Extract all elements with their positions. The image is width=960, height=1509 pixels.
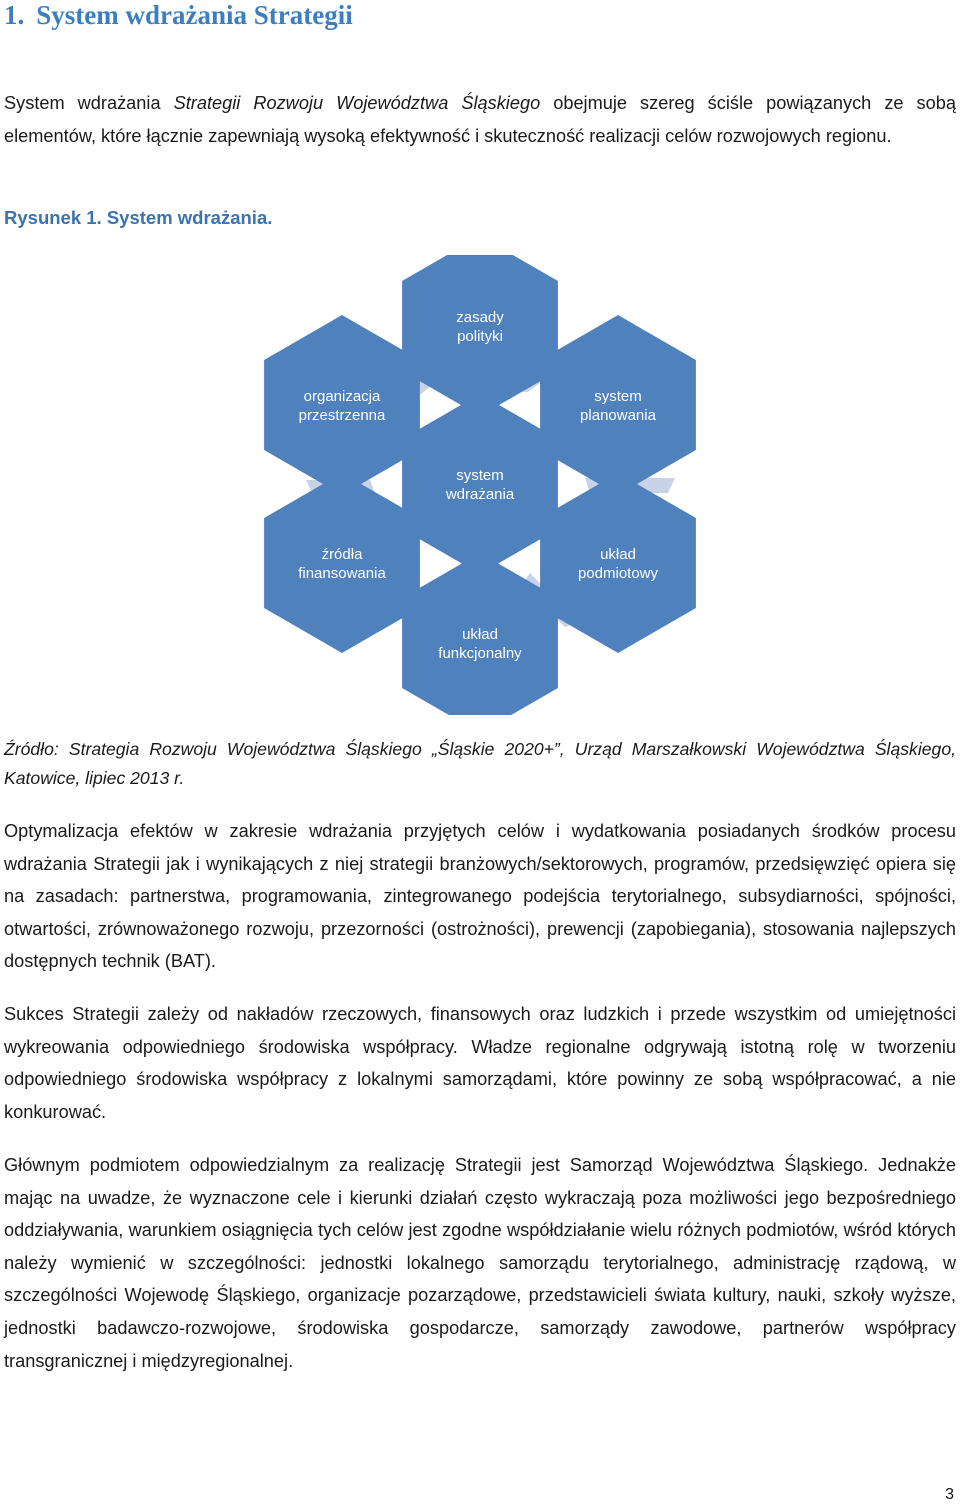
- section-title: System wdrażania Strategii: [36, 0, 353, 30]
- hex-uklad-funkcjonalny: [402, 553, 558, 715]
- hexagon-label: organizacja: [303, 388, 381, 405]
- hexagon-label: system: [456, 467, 504, 484]
- hexagon-label: polityki: [457, 328, 503, 345]
- page-number: 3: [945, 1486, 954, 1503]
- body-paragraph: Głównym podmiotem odpowiedzialnym za realizację Strategii jest Samorząd Województwa Śląskiego. Jednakże mając na uwadze, że wyznaczone cele i kierunki działań często wykraczają poza możliwości jego bezpośredniego oddziaływania, warunkiem osiągnięcia tych celów jest zgodne współdziałanie wielu różnych podmiotów, wśród których należy wymienić w szczególności: jednostki lokalnego samorządu terytorialnego, administrację rządową, w szczególności Wojewodę Śląskiego, organizacje pozarządowe, przedstawicieli świata kultury, nauki, szkoły wyższe, jednostki badawczo-rozwojowe, środowiska gospodarcze, samorządy zawodowe, partnerów współpracy transgranicznej i międzyregionalnej.: [4, 1155, 956, 1371]
- hexagon-label: planowania: [580, 407, 656, 424]
- intro-text-end: obejmuje szereg ściśle powiązanych ze sobą elementów, które łącznie zapewniają wysoką efektywność i skuteczność realizacji celów rozwojowych regionu.: [4, 93, 956, 146]
- hex-organizacja-przestrzenna: [264, 315, 420, 495]
- hexagon-label: układ: [600, 546, 636, 563]
- section-heading: [4, 0, 353, 32]
- intro-strategy-title: Strategii Rozwoju Województwa Śląskiego: [173, 93, 541, 113]
- hex-zrodla-finansowania: [264, 473, 420, 653]
- diagram-hexagons: [264, 255, 696, 715]
- intro-text-start: System wdrażania: [4, 93, 174, 113]
- figure-source: Źródło: Strategia Rozwoju Województwa Śląskiego „Śląskie 2020+”, Urząd Marszałkowski Województwa Śląskiego, Katowice, lipiec 2013 r.: [4, 739, 956, 788]
- hex-zasady-polityki: [402, 255, 558, 416]
- hexagon-label: system: [594, 388, 642, 405]
- hexagon-shape: [264, 473, 420, 653]
- body-paragraph: Sukces Strategii zależy od nakładów rzeczowych, finansowych oraz ludzkich i przede wszystkim od umiejętności wykreowania odpowiedniego środowiska współpracy. Władze regionalne odgrywają istotną rolę w tworzeniu odpowiedniego środowiska współpracy z lokalnymi samorządami, które powinny ze sobą współpracować, a nie konkurować.: [4, 1004, 956, 1122]
- hexagon-shape: [402, 394, 558, 574]
- body-paragraph: Optymalizacja efektów w zakresie wdrażania przyjętych celów i wydatkowania posiadanych środków procesu wdrażania Strategii jak i wynikających z niej strategii branżowych/sektorowych, programów, przedsięwzięć opiera się na zasadach: partnerstwa, programowania, zintegrowanego podejścia terytorialnego, subsydiarności, spójności, otwartości, zrównoważonego rozwoju, przezorności (ostrożności), prewencji (zapobiegania), stosowania najlepszych dostępnych technik (BAT).: [4, 821, 956, 972]
- implementation-system-diagram: [0, 255, 960, 715]
- hexagon-label: układ: [462, 626, 498, 643]
- hex-system-planowania: [540, 315, 696, 495]
- hexagon-shape: [540, 315, 696, 495]
- hexagon-shape: [540, 473, 696, 653]
- section-number: 1.: [4, 0, 25, 30]
- hexagon-label: finansowania: [298, 565, 386, 582]
- hexagon-label: źródła: [321, 546, 363, 563]
- hexagon-label: zasady: [456, 309, 504, 326]
- hexagon-shape: [264, 315, 420, 495]
- hex-uklad-podmiotowy: [540, 473, 696, 653]
- figure-caption: Rysunek 1. System wdrażania.: [4, 207, 273, 228]
- hexagon-label: podmiotowy: [577, 565, 659, 582]
- hexagon-label: wdrażania: [445, 486, 515, 503]
- hexagon-label: przestrzenna: [298, 407, 386, 424]
- intro-paragraph: [4, 87, 956, 152]
- hexagon-label: funkcjonalny: [438, 645, 522, 662]
- hex-system-wdrazania-center: [402, 394, 558, 574]
